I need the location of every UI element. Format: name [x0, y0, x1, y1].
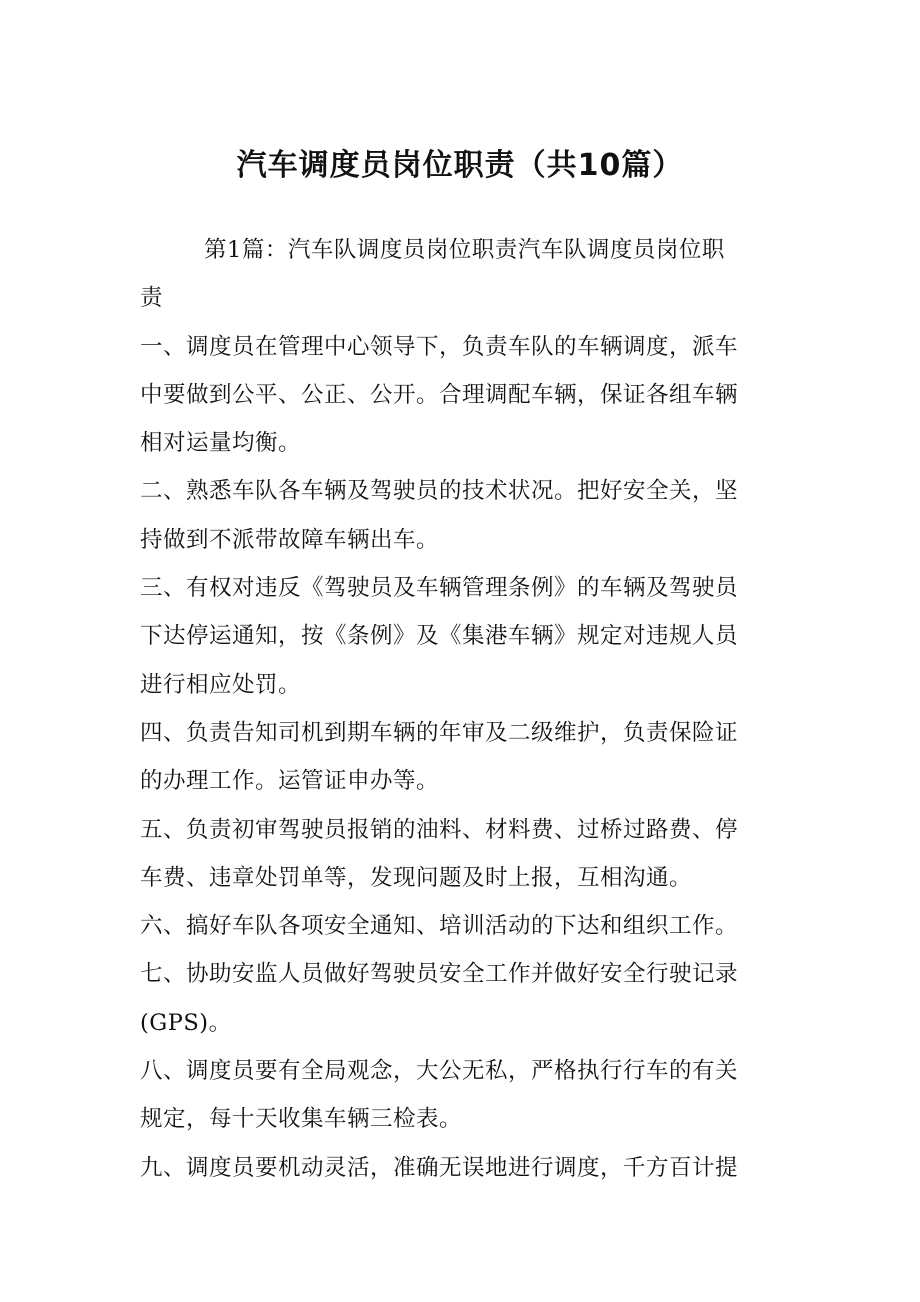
paragraph-intro — [140, 226, 800, 323]
paragraph-item-7 — [140, 950, 800, 1047]
paragraph-line: 五、负责初审驾驶员报销的油料、材料费、过桥过路费、停 — [140, 816, 739, 843]
document-title: 汽车调度员岗位职责（共10篇） — [236, 148, 684, 183]
paragraph-item-4 — [140, 709, 800, 806]
paragraph-item-6 — [140, 902, 800, 950]
paragraph-line: 车费、违章处罚单等，发现问题及时上报，互相沟通。 — [140, 864, 693, 891]
paragraph-line: 下达停运通知，按《条例》及《集港车辆》规定对违规人员 — [140, 623, 739, 650]
paragraph-line: 规定，每十天收集车辆三检表。 — [140, 1106, 463, 1133]
paragraph-line: 二、熟悉车队各车辆及驾驶员的技术状况。把好安全关，坚 — [140, 478, 739, 505]
paragraph-item-1 — [140, 323, 800, 468]
paragraph-item-2 — [140, 467, 800, 564]
paragraph-line: 四、负责告知司机到期车辆的年审及二级维护，负责保险证 — [140, 719, 739, 746]
paragraph-line: 七、协助安监人员做好驾驶员安全工作并做好安全行驶记录 — [140, 961, 739, 988]
paragraph-line: 六、搞好车队各项安全通知、培训活动的下达和组织工作。 — [140, 913, 739, 940]
paragraph-line: 八、调度员要有全局观念，大公无私，严格执行行车的有关 — [140, 1058, 739, 1085]
paragraph-line: 相对运量均衡。 — [140, 430, 302, 457]
paragraph-item-8 — [140, 1047, 800, 1144]
paragraph-line: (GPS)。 — [140, 1009, 232, 1036]
paragraph-item-3 — [140, 564, 800, 709]
paragraph-item-5 — [140, 806, 800, 903]
paragraph-line: 三、有权对违反《驾驶员及车辆管理条例》的车辆及驾驶员 — [140, 575, 739, 602]
paragraph-line: 的办理工作。运管证申办等。 — [140, 768, 440, 795]
paragraph-line: 九、调度员要机动灵活，准确无误地进行调度，千方百计提 — [140, 1154, 739, 1181]
paragraph-line: 一、调度员在管理中心领导下，负责车队的车辆调度，派车 — [140, 333, 739, 360]
paragraph-line: 责 — [140, 285, 164, 312]
paragraph-line: 中要做到公平、公正、公开。合理调配车辆，保证各组车辆 — [140, 381, 739, 408]
paragraph-line: 第1篇：汽车队调度员岗位职责汽车队调度员岗位职 — [204, 237, 725, 263]
paragraph-line: 进行相应处罚。 — [140, 671, 302, 698]
document-body — [140, 226, 800, 1192]
paragraph-item-9 — [140, 1144, 800, 1192]
paragraph-line: 持做到不派带故障车辆出车。 — [140, 526, 440, 553]
